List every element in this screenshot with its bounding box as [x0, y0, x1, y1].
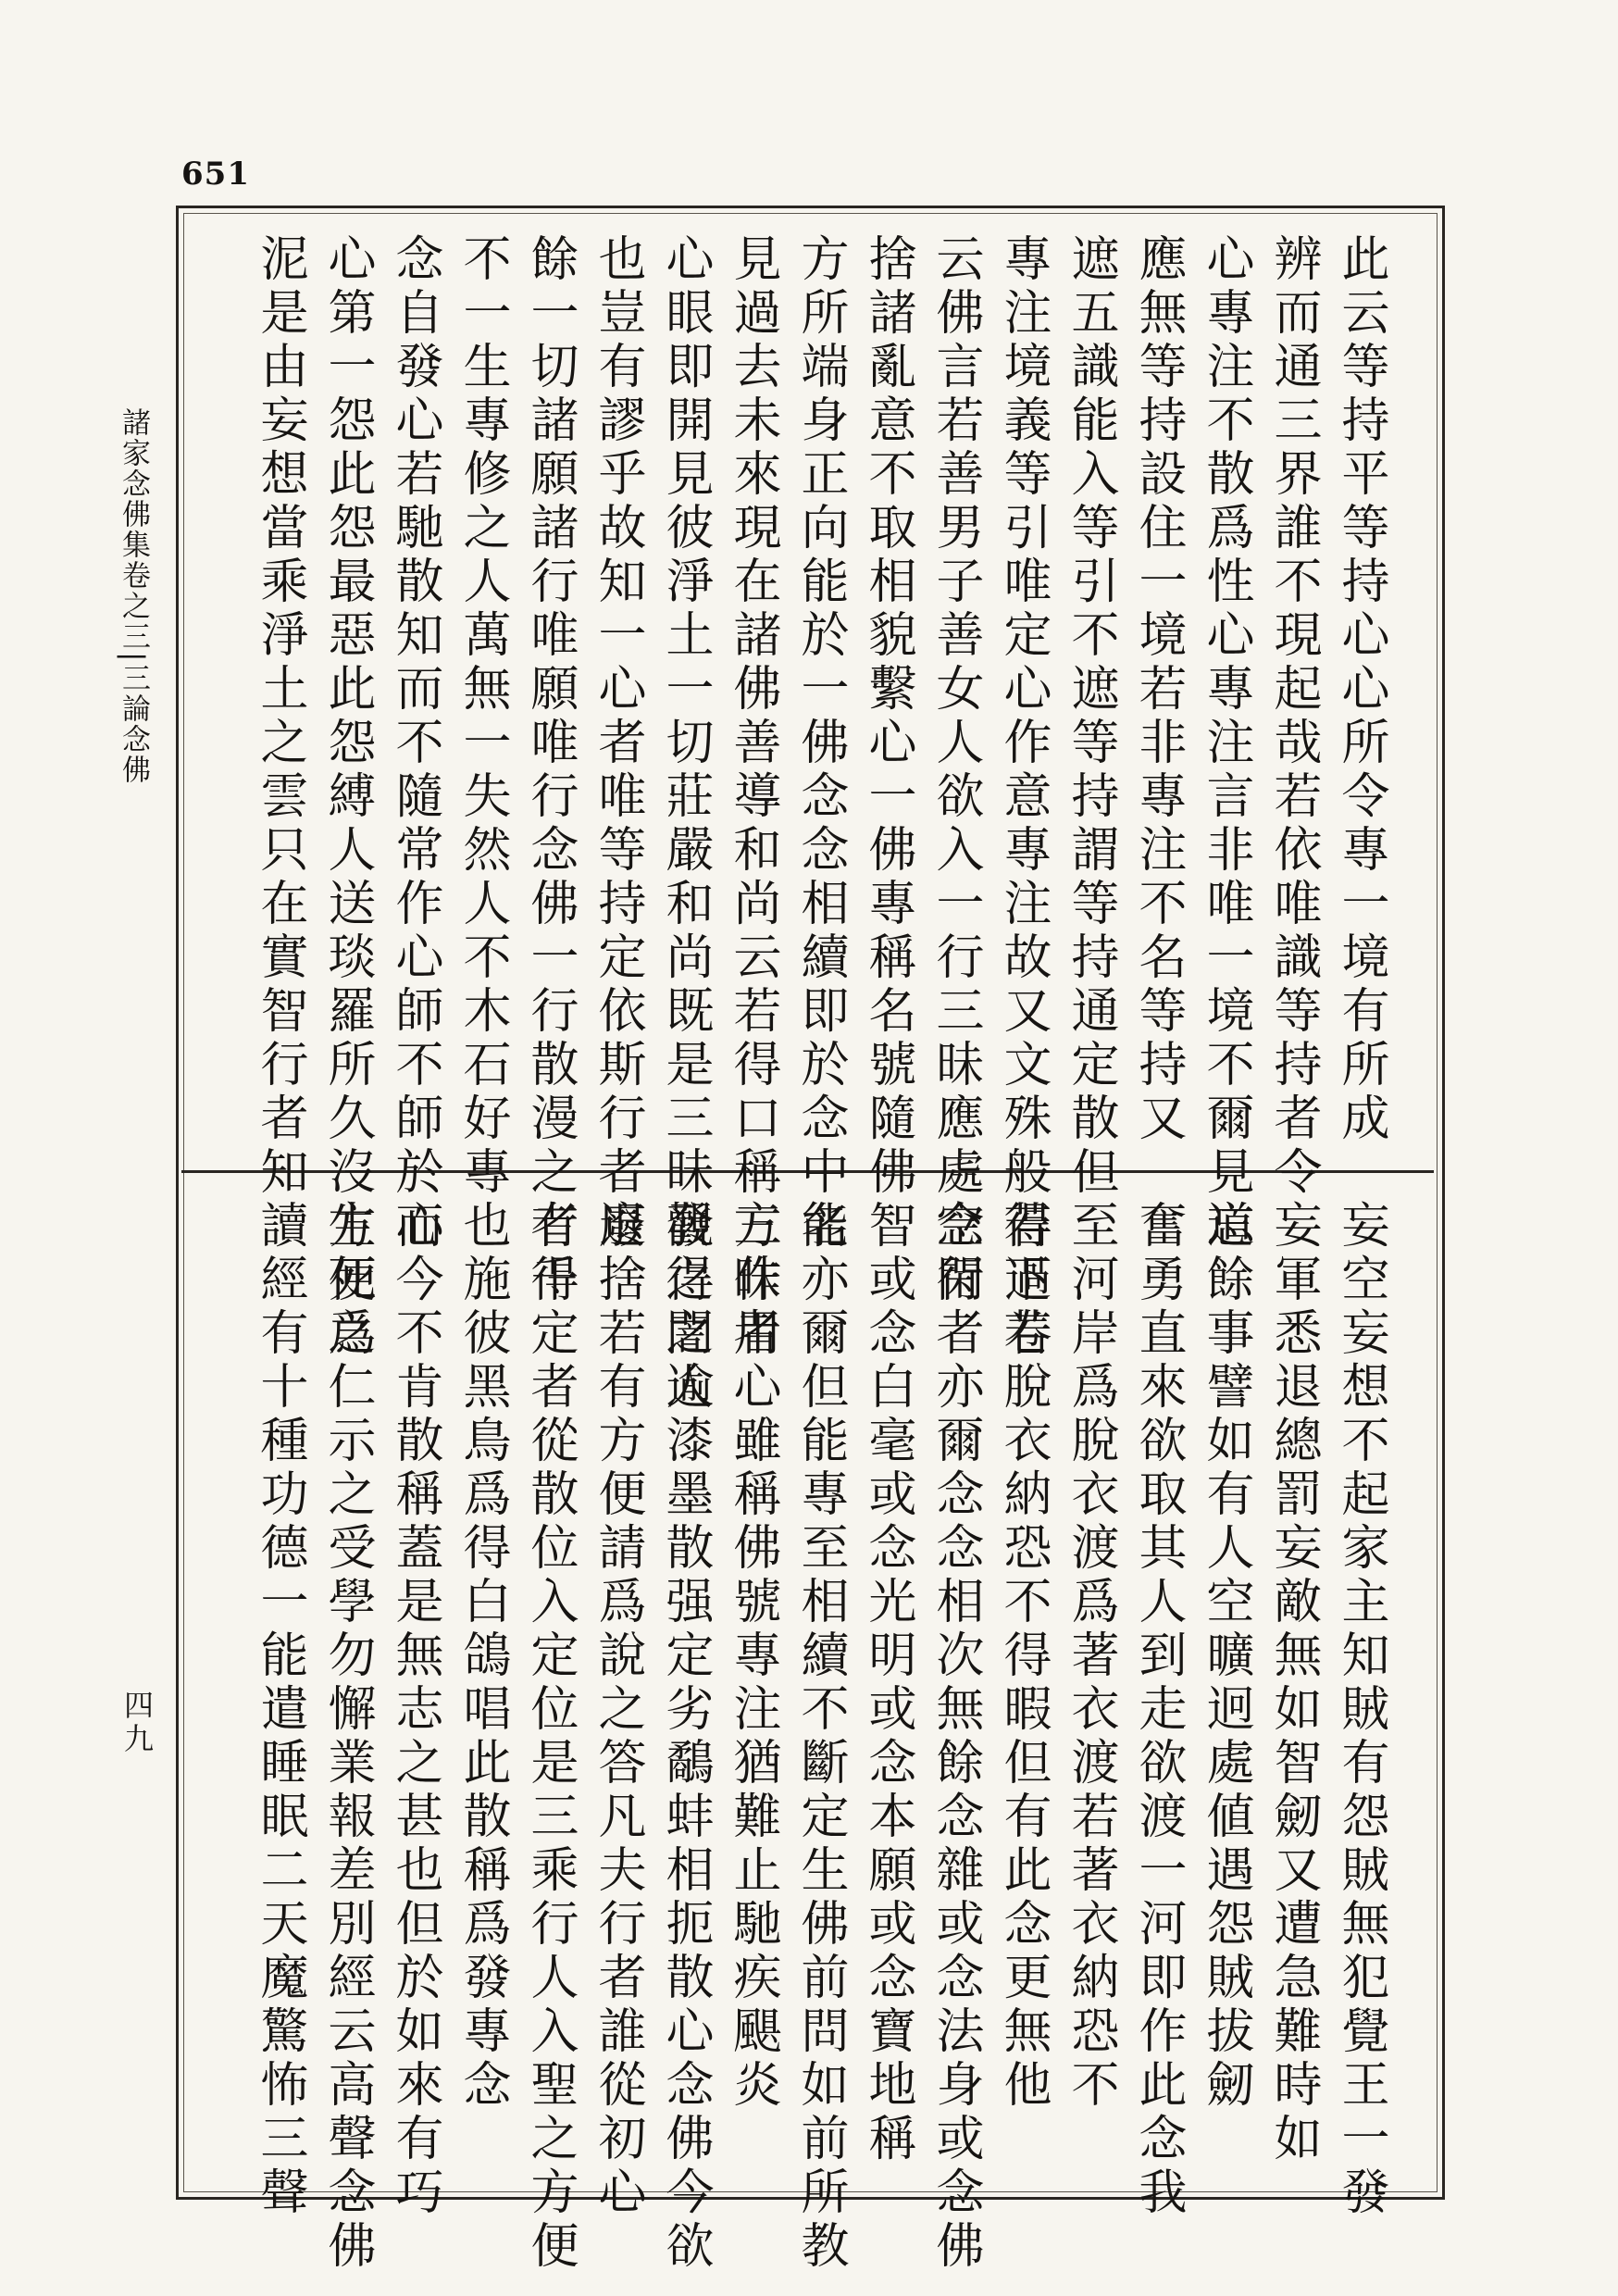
text-line: 而今不肯散稱蓋是無志之甚也但於如來有巧	[387, 1200, 442, 2220]
text-line: 心專注不散爲性心專注言非唯一境不爾見道	[1198, 233, 1253, 1254]
text-line: 妄軍悉退總罰妄敵無如智劒又遭急難時如	[1265, 1200, 1321, 2166]
text-line: 有得定者從散位入定位是三乘行人入聖之方便	[522, 1200, 578, 2274]
running-title: 諸家念佛集卷之三|三論念佛	[117, 407, 150, 786]
lower-text-block	[218, 1200, 1394, 2274]
text-line: 心第一怨此怨最惡此怨縛人送琰羅所久沒生死之	[319, 233, 375, 1361]
upper-text-block	[218, 233, 1394, 1415]
text-line: 捨諸亂意不取相貌繫心一佛專稱名號隨佛	[860, 233, 915, 1200]
text-line: 觀之闇逾漆墨散强定劣鷸蚌相扼散心念佛今欲	[657, 1200, 713, 2274]
text-line: 心眼即開見彼淨土一切莊嚴和尚既是三昧發得之人	[657, 233, 713, 1415]
text-line: 專注境義等引唯定心作意專注故又文殊般若下卷	[995, 233, 1051, 1361]
text-line: 念行者亦爾念念相次無餘念雜或念法身或念佛	[927, 1200, 983, 2274]
text-line: 此云等持平等持心心所令專一境有所成	[1333, 233, 1388, 1146]
text-line: 得過若脫衣納恐不得暇但有此念更無他	[995, 1200, 1051, 2113]
text-line: 念自發心若馳散知而不隨常作心師不師於心	[387, 233, 442, 1254]
text-line: 奮勇直來欲取其人到走欲渡一河即作此念我	[1130, 1200, 1186, 2220]
text-line: 餘一切諸願諸行唯願唯行念佛一行散漫之者千	[522, 233, 578, 1307]
folio-number: 四九	[119, 1690, 155, 1756]
text-line: 智或念白毫或念光明或念本願或念寶地稱	[860, 1200, 915, 2166]
text-line: 妄空妄想不起家主知賊有怨賊無犯覺王一發	[1333, 1200, 1388, 2220]
text-line: 方所端身正向能於一佛念念相續即於念中能	[792, 233, 848, 1254]
page-number: 651	[181, 156, 250, 193]
text-line: 也施彼黑鳥爲得白鴿唱此散稱爲發專念	[454, 1200, 510, 2113]
text-line: 見過去未來現在諸佛善導和尚云若得口稱三昧者	[725, 233, 780, 1361]
text-line: 應無等持設住一境若非專注不名等持又	[1130, 233, 1186, 1146]
text-line: 不一生專修之人萬無一失然人不木石好專	[454, 233, 510, 1200]
text-line: 泥是由妄想當乘淨土之雲只在實智行者知	[252, 233, 307, 1200]
text-line: 云佛言若善男子善女人欲入一行三昧應處空閑	[927, 233, 983, 1307]
text-line: 讀經有十種功德一能遣睡眠二天魔驚怖三聲	[252, 1200, 307, 2220]
text-line: 方作用心雖稱佛號專注猶難止馳疾颶炎	[725, 1200, 780, 2113]
text-line: 名亦爾但能專至相續不斷定生佛前問如前所教	[792, 1200, 848, 2274]
text-line: 忘餘事譬如有人空曠迥處値遇怨賊拔劒	[1198, 1200, 1253, 2113]
text-line: 遮五識能入等引不遮等持謂等持通定散但	[1063, 233, 1118, 1200]
text-line: 辨而通三界誰不現起哉若依唯識等持者令	[1265, 233, 1321, 1200]
text-line: 退捨若有方便請爲說之答凡夫行者誰從初心	[590, 1200, 645, 2220]
text-line: 方便爲仁示之受學勿懈業報差別經云高聲念佛	[319, 1200, 375, 2274]
text-line: 至河岸爲脫衣渡爲著衣渡若著衣納恐不	[1063, 1200, 1118, 2113]
text-line: 也豈有謬乎故知一心者唯等持定依斯行者廢	[590, 233, 645, 1254]
